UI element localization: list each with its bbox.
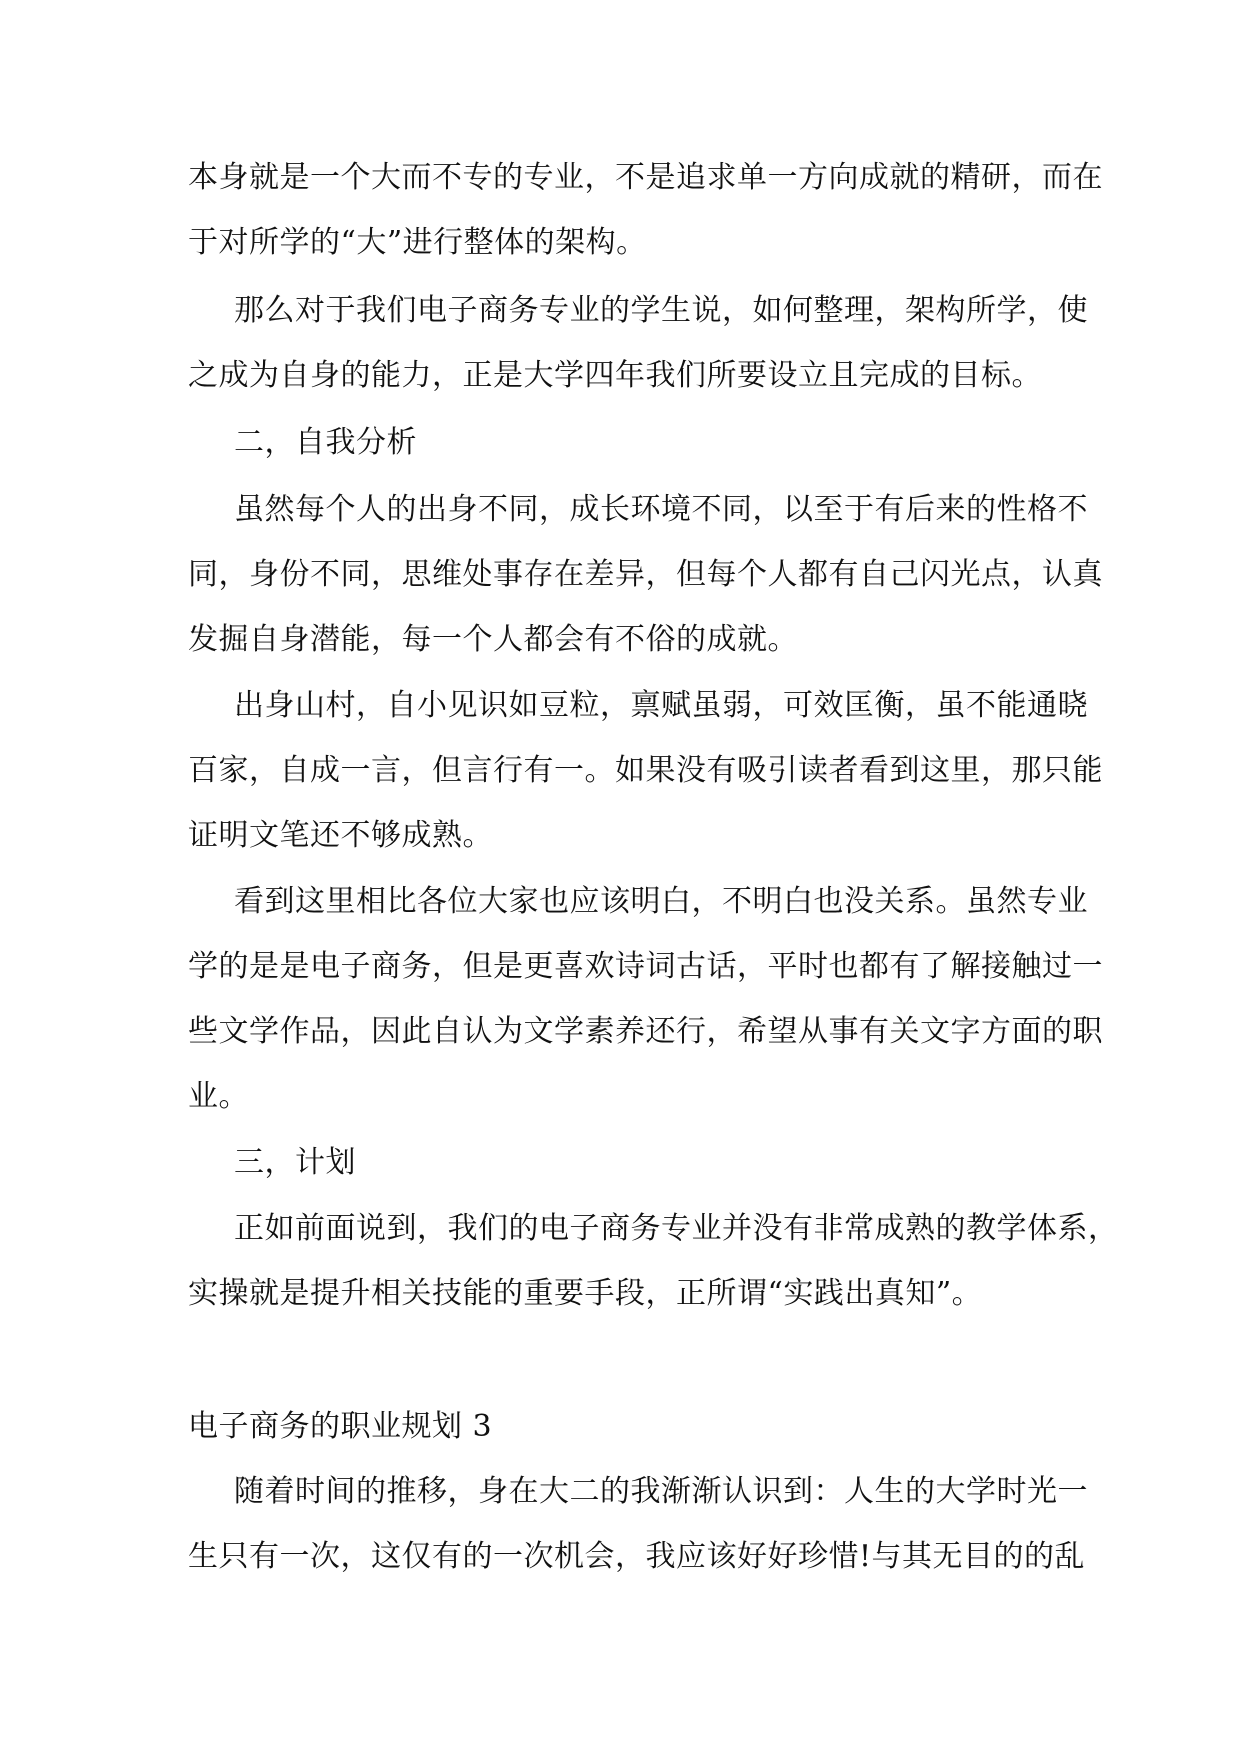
paragraph-7 xyxy=(188,1459,1088,1589)
paragraph-4 xyxy=(188,673,1103,868)
paragraph-line: 百家，自成一言，但言行有一。如果没有吸引读者看到这里，那只能 xyxy=(188,753,1103,788)
paragraph-line: 之成为自身的能力，正是大学四年我们所要设立且完成的目标。 xyxy=(188,358,1042,393)
paragraph-6 xyxy=(188,1196,1119,1326)
title-line: 电子商务的职业规划 3 xyxy=(188,1409,493,1444)
heading-line: 二，自我分析 xyxy=(234,425,417,460)
document-title-part-3 xyxy=(188,1394,1060,1459)
paragraph-line: 虽然每个人的出身不同，成长环境不同，以至于有后来的性格不 xyxy=(234,492,1088,527)
paragraph-line: 那么对于我们电子商务专业的学生说，如何整理，架构所学，使 xyxy=(234,293,1088,328)
paragraph-line: 随着时间的推移，身在大二的我渐渐认识到：人生的大学时光一 xyxy=(234,1474,1088,1509)
paragraph-1 xyxy=(188,145,1103,275)
paragraph-line: 同，身份不同，思维处事存在差异，但每个人都有自己闪光点，认真 xyxy=(188,557,1103,592)
paragraph-line: 本身就是一个大而不专的专业，不是追求单一方向成就的精研，而在 xyxy=(188,160,1103,195)
paragraph-line: 发掘自身潜能，每一个人都会有不俗的成就。 xyxy=(188,622,798,657)
paragraph-line: 学的是是电子商务，但是更喜欢诗词古话，平时也都有了解接触过一 xyxy=(188,949,1103,984)
paragraph-line: 正如前面说到，我们的电子商务专业并没有非常成熟的教学体系， xyxy=(234,1211,1119,1246)
paragraph-line: 看到这里相比各位大家也应该明白，不明白也没关系。虽然专业 xyxy=(234,884,1088,919)
section-heading-plan xyxy=(188,1130,1060,1195)
paragraph-2 xyxy=(188,278,1088,408)
paragraph-line: 业。 xyxy=(188,1079,249,1114)
paragraph-line: 于对所学的“大”进行整体的架构。 xyxy=(188,225,647,260)
paragraph-line: 证明文笔还不够成熟。 xyxy=(188,818,493,853)
paragraph-line: 生只有一次，这仅有的一次机会，我应该好好珍惜!与其无目的的乱 xyxy=(188,1539,1086,1574)
paragraph-line: 些文学作品，因此自认为文学素养还行，希望从事有关文字方面的职 xyxy=(188,1014,1103,1049)
heading-line: 三，计划 xyxy=(234,1145,356,1180)
paragraph-line: 出身山村，自小见识如豆粒，禀赋虽弱，可效匡衡，虽不能通晓 xyxy=(234,688,1088,723)
paragraph-3 xyxy=(188,477,1103,672)
paragraph-line: 实操就是提升相关技能的重要手段，正所谓“实践出真知”。 xyxy=(188,1276,983,1311)
section-heading-self-analysis xyxy=(188,410,1060,475)
paragraph-5 xyxy=(188,869,1103,1129)
